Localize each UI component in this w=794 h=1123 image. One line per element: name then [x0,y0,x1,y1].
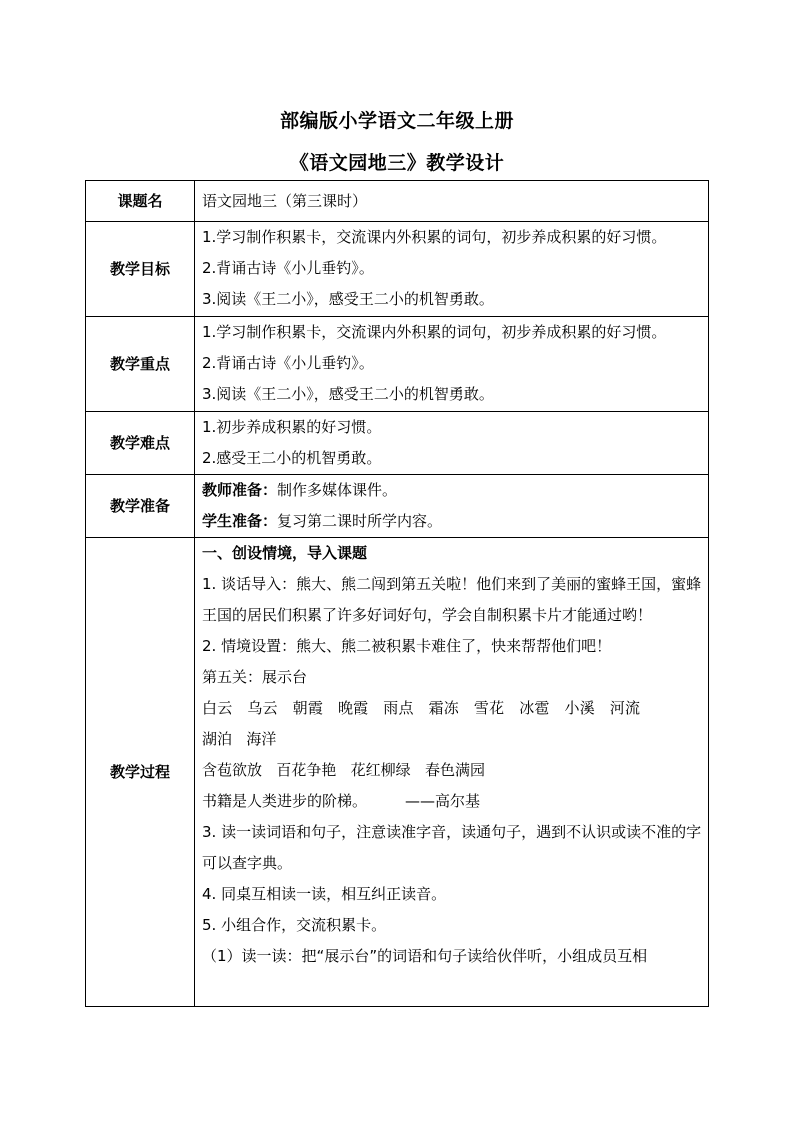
student-preparation-label: 学生准备： [202,512,278,530]
quote-text: 书籍是人类进步的阶梯。 [202,792,368,810]
word-list [202,693,702,724]
word-item: 湖泊 [202,730,233,748]
quote-author: ——高尔基 [405,792,481,810]
stage-title: 第五关：展示台 [202,668,308,686]
word-item: 河流 [609,699,641,717]
document-subtitle: 《语文园地三》教学设计 [289,152,505,174]
word-item: 霜冻 [428,699,459,717]
word-item: 白云 [202,699,233,717]
preparation-label: 教学准备 [86,475,195,538]
process-paragraph: 3. 读一读词语和句子，注意读准字音，读通句子，遇到不认识或读不准的字可以查字典。 [202,823,702,872]
word-list [202,724,702,755]
word-item: 雪花 [473,699,505,717]
key-points-label: 教学重点 [86,317,195,412]
student-preparation-text: 复习第二课时所学内容。 [277,512,443,530]
word-item: 海洋 [246,730,277,748]
table-row-preparation [86,475,709,538]
key-point-item: 1.学习制作积累卡，交流课内外积累的词句，初步养成积累的好习惯。 [202,323,667,341]
preparation-content [195,475,709,538]
word-item: 雨点 [383,699,414,717]
topic-label: 课题名 [86,181,195,222]
table-row-goals [86,222,709,317]
key-point-item: 2.背诵古诗《小儿垂钓》。 [202,354,374,372]
table-row-key-points [86,317,709,412]
lesson-plan-table [85,180,709,1007]
word-item: 朝霞 [292,699,324,717]
goal-item: 3.阅读《王二小》，感受王二小的机智勇敢。 [202,290,494,308]
table-row-difficulties [86,412,709,475]
process-paragraph: （1）读一读：把“展示台”的词语和句子读给伙伴听，小组成员互相 [202,947,648,965]
goals-content [195,222,709,317]
topic-value [195,181,709,222]
word-item: 晚霞 [337,699,369,717]
process-paragraph: 5. 小组合作，交流积累卡。 [202,916,387,934]
section-heading: 一、创设情境，导入课题 [202,544,368,562]
difficulty-item: 2.感受王二小的机智勇敢。 [202,449,382,467]
process-paragraph: 1. 谈话导入：熊大、熊二闯到第五关啦！他们来到了美丽的蜜蜂王国，蜜蜂王国的居民们积累了许多好词好句，学会自制积累卡片才能通过哟！ [202,575,702,624]
idiom-item: 百花争艳 [276,761,337,779]
quote-line [202,786,702,817]
word-item: 小溪 [564,699,595,717]
key-point-item: 3.阅读《王二小》，感受王二小的机智勇敢。 [202,385,494,403]
table-row-topic [86,181,709,222]
process-label: 教学过程 [86,538,195,1007]
topic-text: 语文园地三（第三课时） [202,191,368,210]
difficulties-label: 教学难点 [86,412,195,475]
difficulty-item: 1.初步养成积累的好习惯。 [202,418,382,436]
document-title: 部编版小学语文二年级上册 [279,110,514,132]
goal-item: 1.学习制作积累卡，交流课内外积累的词句，初步养成积累的好习惯。 [202,228,667,246]
process-paragraph: 2. 情境设置：熊大、熊二被积累卡难住了，快来帮帮他们吧！ [202,637,612,655]
teacher-preparation [202,475,702,506]
process-paragraph: 4. 同桌互相读一读，相互纠正读音。 [202,885,447,903]
word-item: 冰雹 [519,699,550,717]
key-points-content [195,317,709,412]
process-content [195,538,709,1007]
teacher-preparation-label: 教师准备： [202,481,278,499]
goal-item: 2.背诵古诗《小儿垂钓》。 [202,259,374,277]
idiom-item: 花红柳绿 [350,761,411,779]
word-item: 乌云 [247,699,278,717]
student-preparation [202,506,702,537]
difficulties-content [195,412,709,475]
idiom-item: 春色满园 [424,761,485,779]
table-row-process [86,538,709,1007]
teacher-preparation-text: 制作多媒体课件。 [277,481,398,499]
goals-label: 教学目标 [86,222,195,317]
idiom-list [202,755,702,786]
idiom-item: 含苞欲放 [202,761,263,779]
